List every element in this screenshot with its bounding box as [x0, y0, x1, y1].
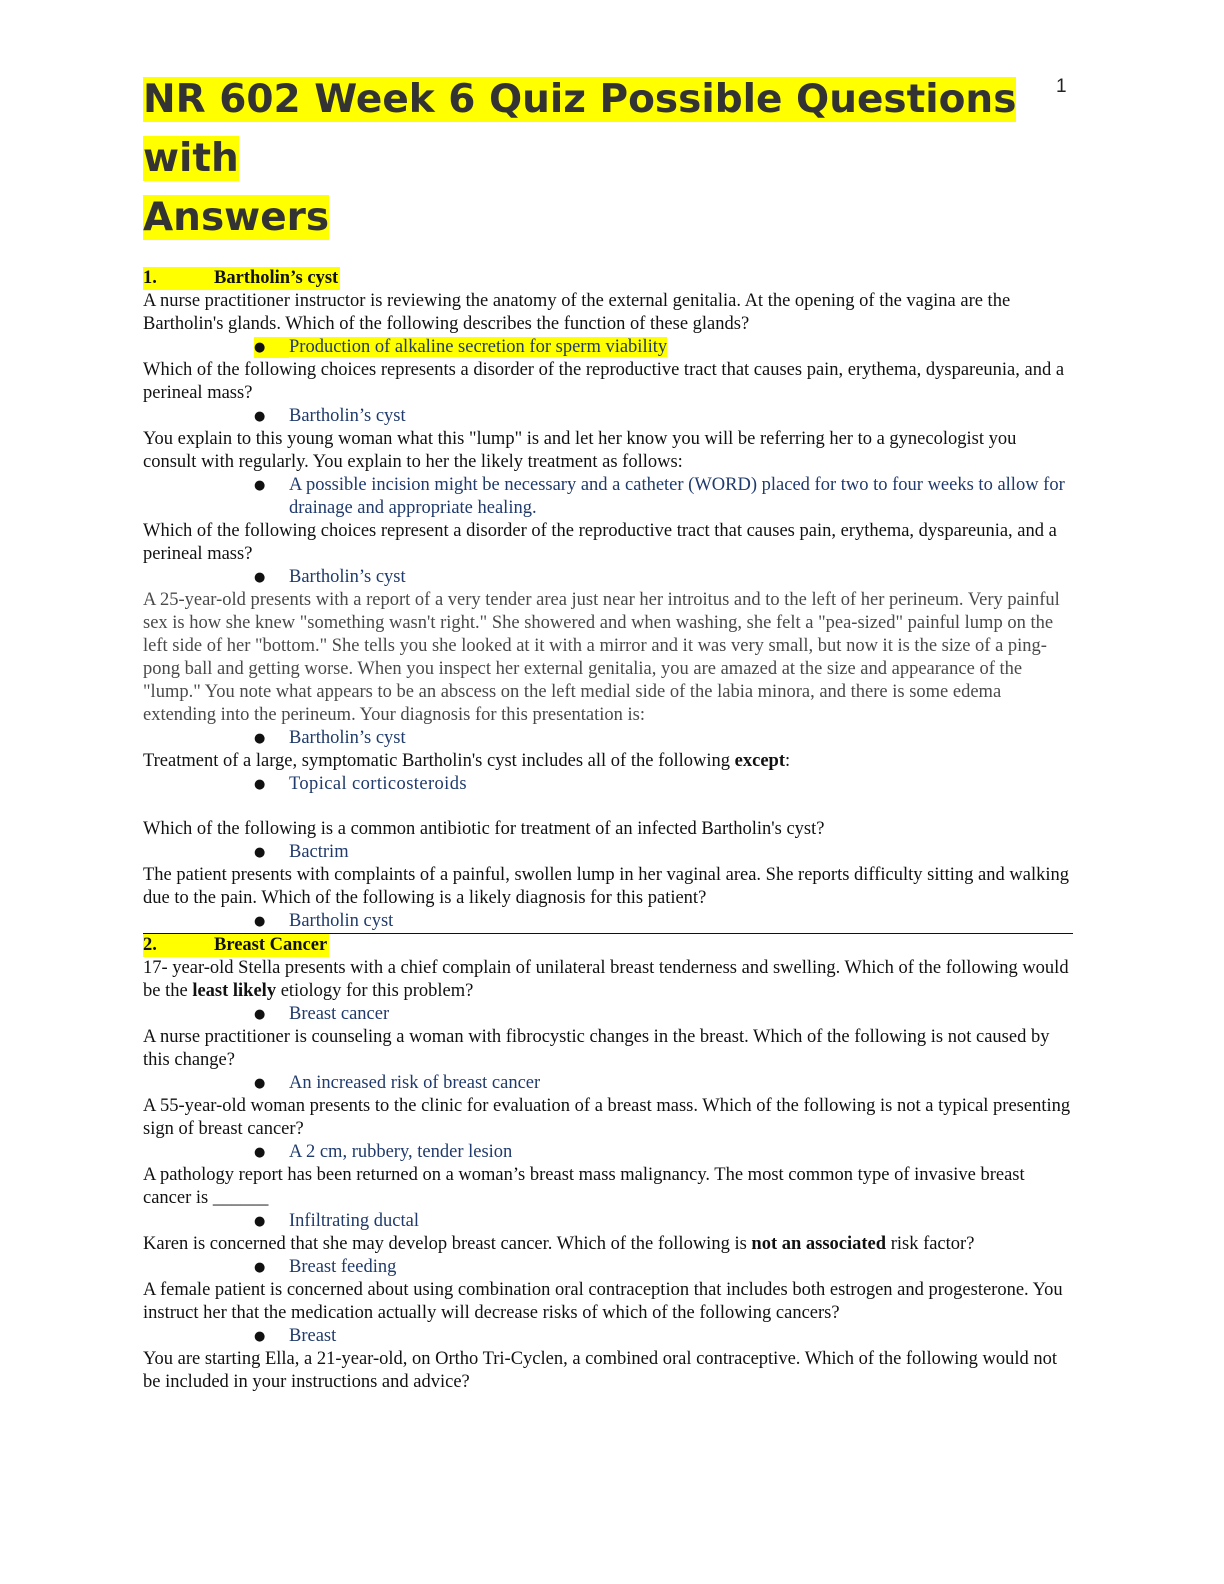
bullet-icon: ●	[254, 337, 289, 358]
question-text: A 25-year-old presents with a report of a very tender area just near her introitus and to the left of her perineum. Very painful sex is how she knew "something wasn't right." She showered and when washing, she felt a "pea-sized" painful lump on the left side of her "bottom." She tells you she looked at it with a mirror and it was very small, but now it is the size of a ping-pong ball and getting worse. When you inspect her external genitalia, you are amazed at the size and appearance of the "lump." You note what appears to be an abscess on the left medial side of the labia minora, and there is some edema extending into the perineum. Your diagnosis for this presentation is:	[143, 590, 1060, 725]
question-text: 17- year-old Stella presents with a chief complain of unilateral breast tenderness and swelling. Which of the following would be the least likely etiology for this problem?	[143, 958, 1069, 1001]
bullet-icon: ●	[254, 570, 266, 585]
bullet-icon: ●	[254, 914, 266, 929]
answer-item: ● An increased risk of breast cancer	[254, 1073, 541, 1093]
question-text: A 55-year-old woman presents to the clinic for evaluation of a breast mass. Which of the following is not a typical presenting sign of breast cancer?	[143, 1096, 1071, 1139]
answer-item: ● Production of alkaline secretion for sperm viability	[254, 337, 668, 357]
answer-item: ● A 2 cm, rubbery, tender lesion	[254, 1142, 513, 1162]
section-number: 2.	[143, 935, 157, 955]
question-text: Karen is concerned that she may develop breast cancer. Which of the following is not an associated risk factor?	[143, 1234, 975, 1254]
section-number: 1.	[143, 268, 157, 288]
question-text: A nurse practitioner instructor is reviewing the anatomy of the external genitalia. At the opening of the vagina are the Bartholin's glands. Which of the following describes the function of these glands?	[143, 291, 1011, 334]
answer-item: ● Bartholin’s cyst	[254, 406, 406, 426]
question-text: A female patient is concerned about using combination oral contraception that includes both estrogen and progesterone. You instruct her that the medication actually will decrease risks of which of the following cancers?	[143, 1280, 1063, 1323]
section-heading-breast-cancer	[143, 934, 1073, 957]
bullet-icon: ●	[254, 1145, 266, 1160]
answer-item: ● Breast cancer	[254, 1004, 390, 1024]
bullet-icon: ●	[254, 777, 266, 792]
answer-item: ● Breast	[254, 1326, 337, 1346]
question-text: You are starting Ella, a 21-year-old, on Ortho Tri-Cyclen, a combined oral contraceptive. Which of the following would not be included in your instructions and advice?	[143, 1349, 1057, 1392]
question-text: The patient presents with complaints of a painful, swollen lump in her vaginal area. She reports difficulty sitting and walking due to the pain. Which of the following is a likely diagnosis for this patient?	[143, 865, 1069, 908]
document-body	[143, 267, 1073, 1394]
answer-item: ● A possible incision might be necessary and a catheter (WORD) placed for two to four weeks to allow for drainage and appropriate healing.	[254, 475, 1065, 518]
bullet-icon: ●	[254, 845, 266, 860]
bullet-icon: ●	[254, 1076, 266, 1091]
question-text: Which of the following is a common antibiotic for treatment of an infected Bartholin's cyst?	[143, 819, 825, 839]
answer-item: ● Breast feeding	[254, 1257, 397, 1277]
page-number: 1	[1056, 76, 1067, 97]
question-text: Which of the following choices represent a disorder of the reproductive tract that causes pain, erythema, dyspareunia, and a perineal mass?	[143, 521, 1057, 564]
bullet-icon: ●	[254, 1329, 266, 1344]
section-heading-bartholins-cyst	[143, 267, 1073, 290]
bullet-icon: ●	[254, 1214, 266, 1229]
title-line-2: Answers	[143, 195, 330, 240]
bullet-icon: ●	[254, 1007, 266, 1022]
answer-item: ● Bartholin’s cyst	[254, 728, 406, 748]
bullet-icon: ●	[254, 409, 266, 424]
title-line-1: NR 602 Week 6 Quiz Possible Questions with	[143, 77, 1017, 181]
bullet-icon: ●	[254, 1260, 266, 1275]
answer-item: ● Bartholin’s cyst	[254, 567, 406, 587]
question-text: Which of the following choices represents a disorder of the reproductive tract that causes pain, erythema, dyspareunia, and a perineal mass?	[143, 360, 1065, 403]
section-title: Breast Cancer	[214, 935, 328, 955]
answer-item: ● Topical corticosteroids	[254, 774, 467, 794]
question-text: A nurse practitioner is counseling a woman with fibrocystic changes in the breast. Which of the following is not caused by this change?	[143, 1027, 1050, 1070]
answer-item: ● Infiltrating ductal	[254, 1211, 419, 1231]
question-text: You explain to this young woman what this "lump" is and let her know you will be referring her to a gynecologist you consult with regularly. You explain to her the likely treatment as follows:	[143, 429, 1017, 472]
bullet-icon: ●	[254, 731, 266, 746]
section-title: Bartholin’s cyst	[214, 268, 339, 288]
bullet-icon: ●	[254, 478, 266, 493]
question-text: Treatment of a large, symptomatic Bartholin's cyst includes all of the following except:	[143, 751, 791, 771]
answer-item: ● Bartholin cyst	[143, 910, 1073, 934]
document-title	[143, 70, 1043, 247]
question-text: A pathology report has been returned on a woman’s breast mass malignancy. The most common type of invasive breast cancer is ______	[143, 1165, 1025, 1208]
answer-item: ● Bactrim	[254, 842, 349, 862]
